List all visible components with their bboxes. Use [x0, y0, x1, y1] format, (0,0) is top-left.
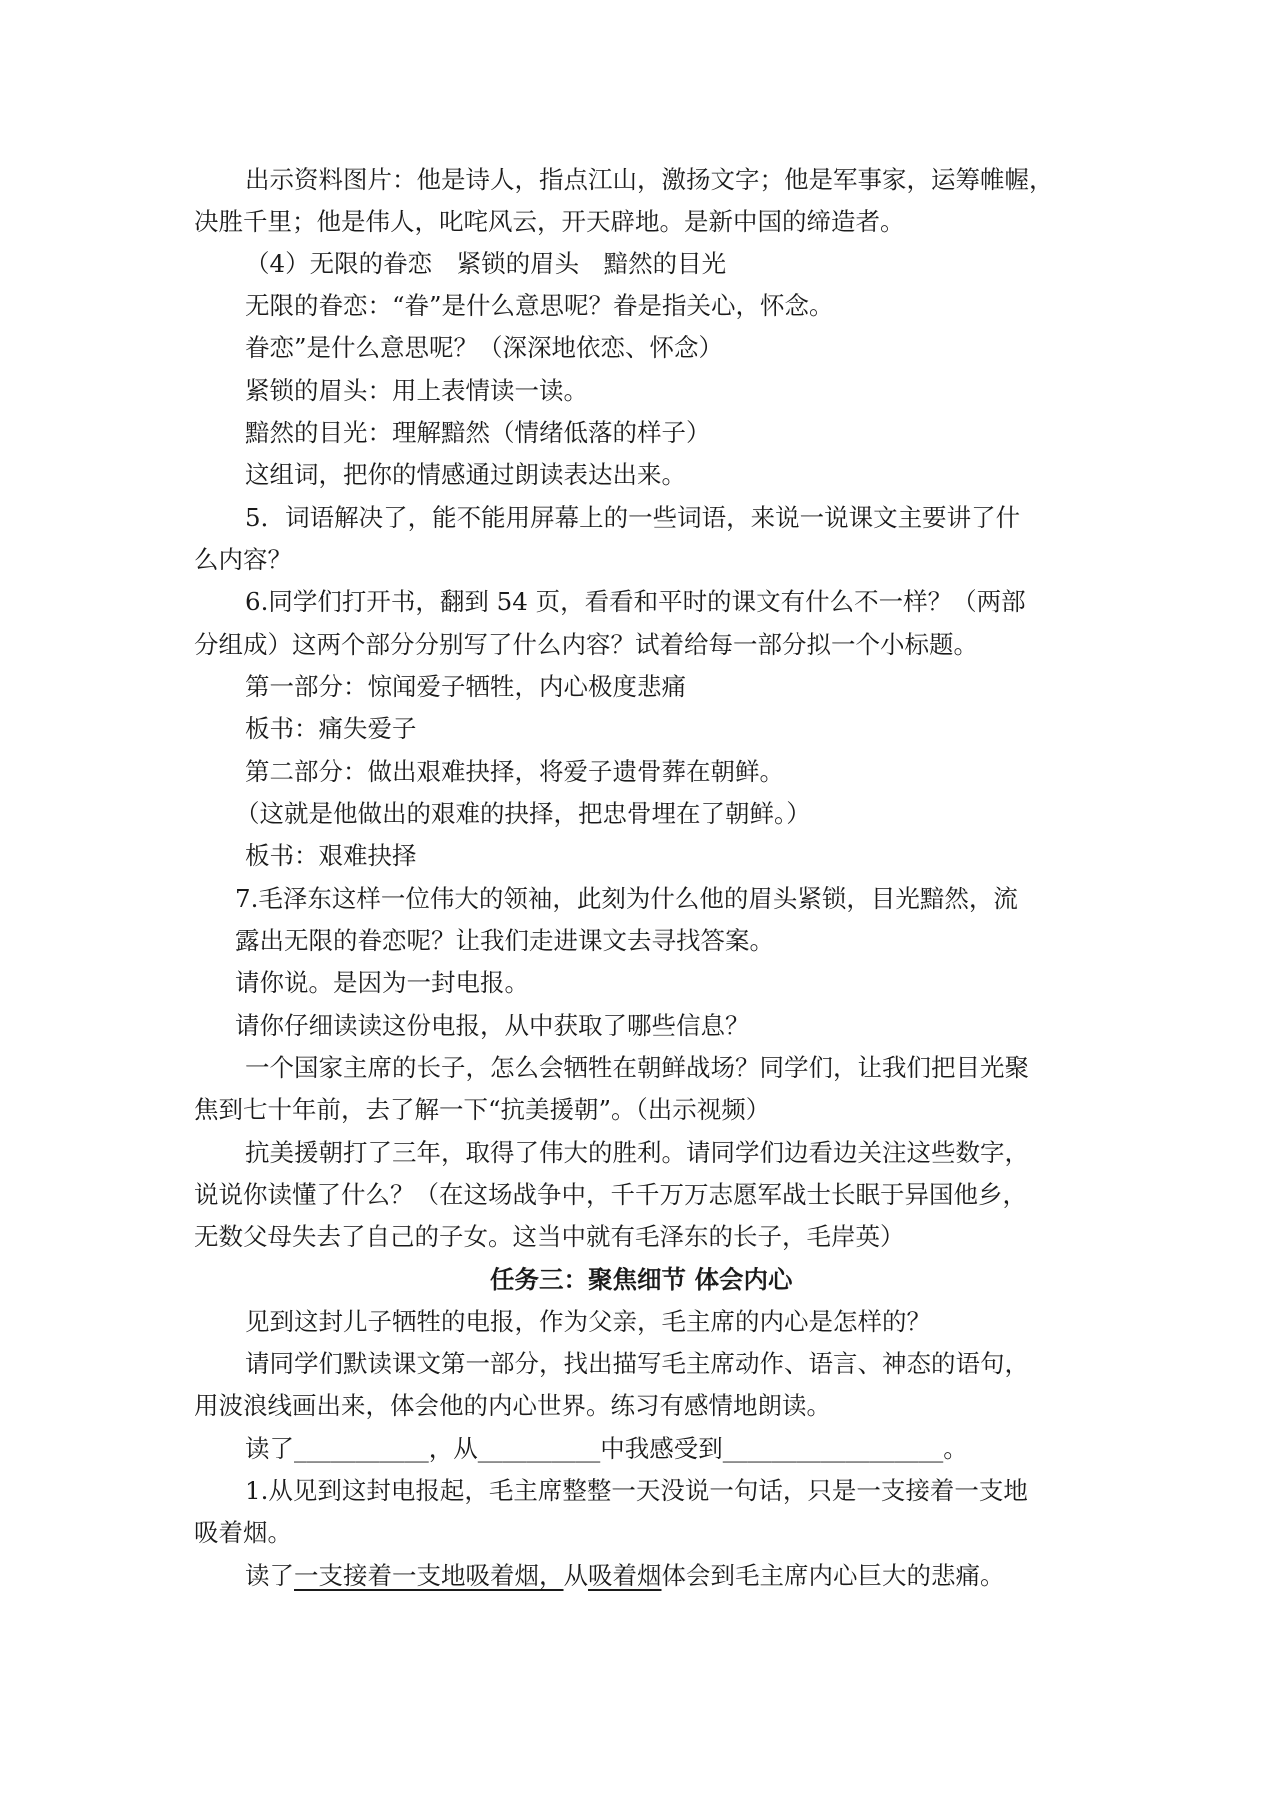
text-line: 用波浪线画出来，体会他的内心世界。练习有感情地朗读。	[194, 1391, 831, 1420]
text-line: 眷恋”是什么意思呢？（深深地依恋、怀念）	[245, 333, 724, 362]
text-segment: 读了	[245, 1561, 294, 1590]
text-line: 抗美援朝打了三年，取得了伟大的胜利。请同学们边看边关注这些数字，	[245, 1138, 1029, 1167]
fill-in-blank-line: 读了___________，从__________中我感受到__________________。	[245, 1434, 968, 1463]
text-line: 请你仔细读读这份电报，从中获取了哪些信息？	[235, 1011, 750, 1040]
text-line: 紧锁的眉头：用上表情读一读。	[245, 376, 588, 405]
text-line: 焦到七十年前，去了解一下“抗美援朝”。（出示视频）	[194, 1095, 771, 1124]
text-line: 第二部分：做出艰难抉择，将爱子遗骨葬在朝鲜。	[245, 757, 784, 786]
text-line: 黯然的目光：理解黯然（情绪低落的样子）	[245, 418, 711, 447]
underlined-phrase: 吸着烟	[588, 1561, 662, 1590]
text-line: 吸着烟。	[194, 1518, 292, 1547]
text-line: 分组成）这两个部分分别写了什么内容？试着给每一部分拟一个小标题。	[194, 630, 978, 659]
text-line: 露出无限的眷恋呢？让我们走进课文去寻找答案。	[235, 926, 774, 955]
text-line: 请同学们默读课文第一部分，找出描写毛主席动作、语言、神态的语句，	[245, 1349, 1029, 1378]
text-line: 出示资料图片：他是诗人，指点江山，激扬文字；他是军事家，运筹帷幄，	[245, 165, 1054, 194]
text-segment: 从	[563, 1561, 588, 1590]
text-segment: 体会到毛主席内心巨大的悲痛。	[661, 1561, 1005, 1590]
text-line: 6.同学们打开书，翻到 54 页，看看和平时的课文有什么不一样？（两部	[245, 587, 1026, 616]
text-line: 1.从见到这封电报起，毛主席整整一天没说一句话，只是一支接着一支地	[245, 1476, 1028, 1505]
text-line: 板书：痛失爱子	[245, 714, 417, 743]
annotated-line	[245, 1554, 1005, 1597]
text-line: 无限的眷恋：“眷”是什么意思呢？眷是指关心，怀念。	[245, 291, 834, 320]
section-heading: 任务三：聚焦细节 体会内心	[490, 1265, 793, 1294]
text-line: （这就是他做出的艰难的抉择，把忠骨埋在了朝鲜。）	[235, 799, 811, 828]
text-line: 么内容？	[194, 545, 292, 574]
text-line: 决胜千里；他是伟人，叱咤风云，开天辟地。是新中国的缔造者。	[194, 207, 905, 236]
text-line: （4）无限的眷恋 紧锁的眉头 黯然的目光	[245, 249, 727, 278]
text-line: 这组词，把你的情感通过朗读表达出来。	[245, 460, 686, 489]
underlined-phrase: 一支接着一支地吸着烟，	[294, 1561, 564, 1590]
text-line: 请你说。是因为一封电报。	[235, 968, 529, 997]
text-line: 板书：艰难抉择	[245, 841, 417, 870]
text-line: 7.毛泽东这样一位伟大的领袖，此刻为什么他的眉头紧锁，目光黯然，流	[235, 884, 1018, 913]
text-line: 一个国家主席的长子，怎么会牺牲在朝鲜战场？同学们，让我们把目光聚	[245, 1053, 1029, 1082]
text-line: 无数父母失去了自己的子女。这当中就有毛泽东的长子，毛岸英）	[194, 1222, 905, 1251]
text-line: 见到这封儿子牺牲的电报，作为父亲，毛主席的内心是怎样的？	[245, 1307, 931, 1336]
text-line: 说说你读懂了什么？（在这场战争中，千千万万志愿军战士长眠于异国他乡，	[194, 1180, 1027, 1209]
text-line: 5．词语解决了，能不能用屏幕上的一些词语，来说一说课文主要讲了什	[245, 503, 1021, 532]
text-line: 第一部分：惊闻爱子牺牲，内心极度悲痛	[245, 672, 686, 701]
